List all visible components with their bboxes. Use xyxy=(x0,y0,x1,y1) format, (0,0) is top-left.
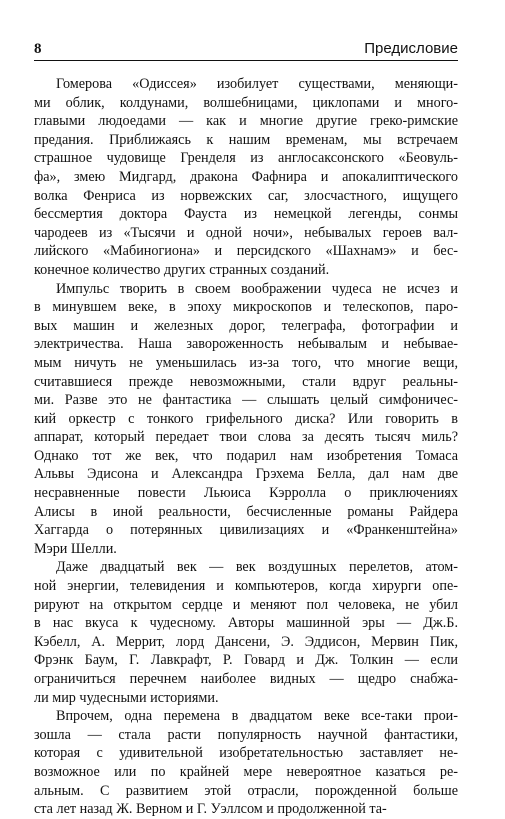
text-line: Кэбелл, А. Меррит, лорд Дансени, Э. Эддисон, Мервин Пик, xyxy=(34,633,458,650)
text-line: волка Фенриса из норвежских саг, злосчастного, ищущего xyxy=(34,187,458,204)
running-head xyxy=(34,40,458,61)
text-line: Мэри Шелли. xyxy=(34,540,117,557)
text-line: несравненные повести Льюиса Кэрролла о приключениях xyxy=(34,485,458,502)
text-line: зошла — стала расти популярность научной фантастики, xyxy=(34,726,458,743)
text-line: вых машин и железных дорог, телеграфа, фотографии и xyxy=(34,317,458,334)
page-number: 8 xyxy=(34,41,42,57)
text-line: Даже двадцатый век — век воздушных перелетов, атом- xyxy=(56,559,458,576)
text-line: Гомерова «Одиссея» изобилует существами, меняющи- xyxy=(56,76,458,92)
paragraph xyxy=(34,558,458,707)
text-line: страшное чудовище Гренделя из англосаксонского «Беовуль- xyxy=(34,150,458,167)
text-line: Хаггарда о потерянных цивилизациях и «Франкенштейна» xyxy=(34,522,458,539)
book-page xyxy=(34,40,458,819)
paragraph xyxy=(34,707,458,819)
text-line: альным. С развитием этой отрасли, порожденной больше xyxy=(34,782,458,799)
section-title: Предисловие xyxy=(364,40,458,57)
text-line: электричества. Наша завороженность небывалым и небывае- xyxy=(34,336,458,353)
text-line: ограничиться перечнем наиболее видных — щедро снабжа- xyxy=(34,671,458,687)
text-line: ли мир чудесными историями. xyxy=(34,689,219,706)
text-line: лийского «Мабиногиона» и персидского «Шахнамэ» и бес- xyxy=(34,243,458,260)
paragraph xyxy=(34,280,458,559)
text-line: Фрэнк Баум, Г. Лавкрафт, Р. Говард и Дж. Толкин — если xyxy=(34,652,458,669)
text-line: бессмертия доктора Фауста из немецкой легенды, сонмы xyxy=(34,206,458,223)
text-line: Впрочем, одна перемена в двадцатом веке все-таки прои- xyxy=(56,708,458,725)
text-line: Альвы Эдисона и Александра Грэхема Белла, дал нам две xyxy=(34,466,458,483)
text-line: мым ничуть не уменьшилась из-за того, что многие вещи, xyxy=(34,354,458,371)
text-line: в минувшем веке, в эпоху микроскопов и телескопов, паро- xyxy=(34,299,458,316)
text-line: рируют на открытом сердце и меняют пол человека, не убил xyxy=(34,596,458,613)
text-line: конечное количество других странных созданий. xyxy=(34,261,330,278)
text-line: аппарат, который передает твои слова за десять тысяч миль? xyxy=(34,429,458,446)
text-line: ми облик, колдунами, волшебницами, циклопами и много- xyxy=(34,94,458,111)
text-line: ми. Разве это не фантастика — слышать целый симфоничес- xyxy=(34,392,458,409)
text-line: ста лет назад Ж. Верном и Г. Уэллсом и продолженной та- xyxy=(34,801,387,818)
text-line: главыми людоедами — как и многие другие греко-римские xyxy=(34,113,458,130)
text-line: чародеев из «Тысячи и одной ночи», небывалых героев вал- xyxy=(34,224,458,241)
text-line: Алисы в иной реальности, бесчисленные романы Райдера xyxy=(34,503,458,520)
text-line: которая с удивительной изобретательностью заставляет не- xyxy=(34,745,458,762)
text-line: считавшиеся прежде невозможными, стали вдруг реальны- xyxy=(34,373,458,390)
text-line: Импульс творить в своем воображении чудеса не исчез и xyxy=(56,280,458,297)
text-line: кий оркестр с тонкого грифельного диска? Или говорить в xyxy=(34,410,458,427)
text-line: возможное или по крайней мере невероятное казаться ре- xyxy=(34,763,458,780)
text-line: в нас вкуса к чудесному. Авторы машинной эры — Дж.Б. xyxy=(34,615,458,632)
text-line: Однако тот же век, что подарил нам изобретения Томаса xyxy=(34,447,458,464)
paragraph xyxy=(34,75,458,280)
text-line: ной энергии, телевидения и компьютеров, когда хирурги опе- xyxy=(34,578,458,595)
text-line: предания. Приближаясь к нашим временам, мы встречаем xyxy=(34,131,458,148)
body-text xyxy=(34,75,458,819)
text-line: фа», змею Мидгард, дракона Фафнира и апокалиптического xyxy=(34,168,458,185)
